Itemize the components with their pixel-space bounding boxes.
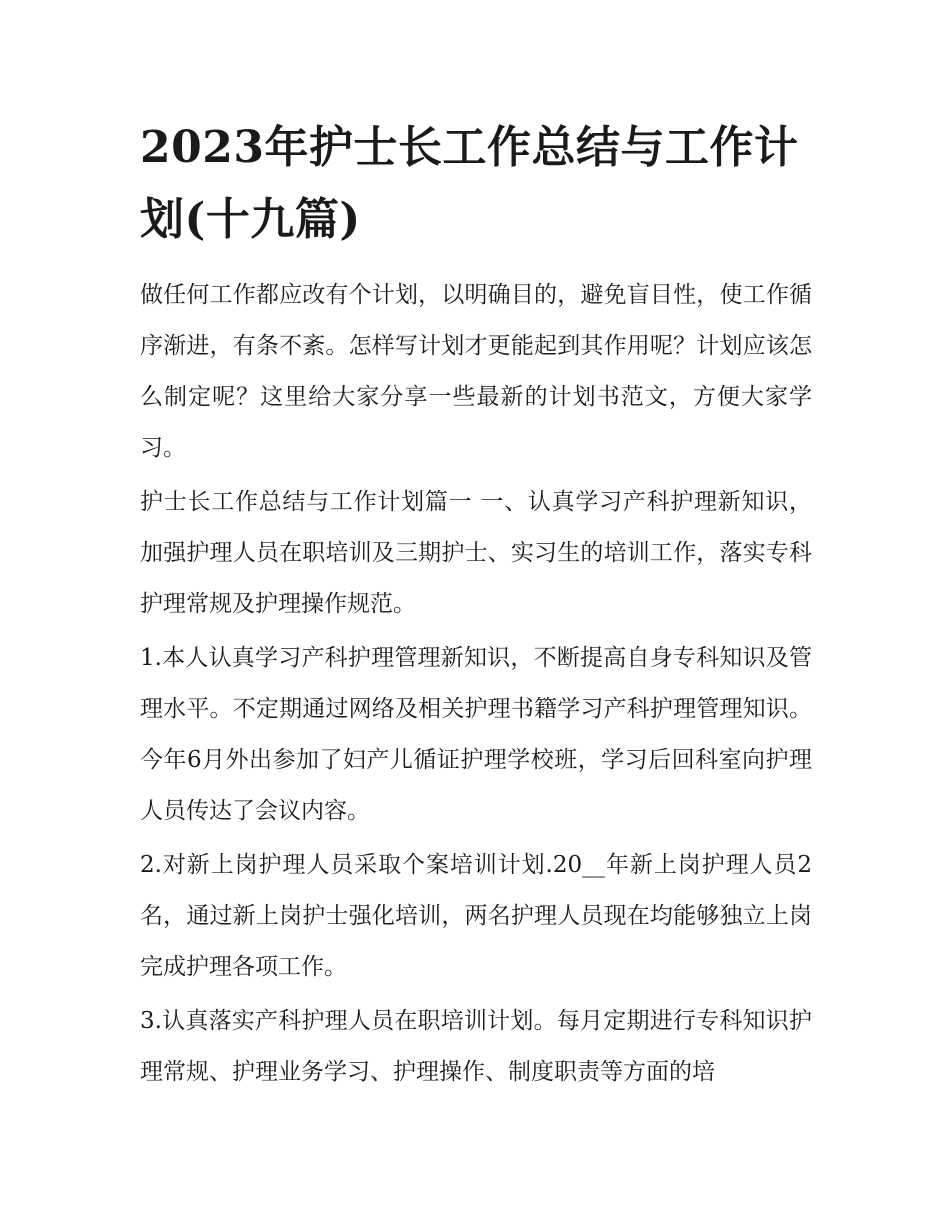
- item-3-paragraph: 3.认真落实产科护理人员在职培训计划。每月定期进行专科知识护理常规、护理业务学习、护理操作、制度职责等方面的培: [140, 1008, 812, 1085]
- item-2-paragraph: 2.对新上岗护理人员采取个案培训计划.20__年新上岗护理人员2名，通过新上岗护士强化培训，两名护理人员现在均能够独立上岗完成护理各项工作。: [140, 852, 812, 980]
- intro-paragraph: 做任何工作都应改有个计划，以明确目的，避免盲目性，使工作循序渐进，有条不紊。怎样写计划才更能起到其作用呢？计划应该怎么制定呢？这里给大家分享一些最新的计划书范文，方便大家学习。: [140, 282, 812, 461]
- item-1-paragraph: 1.本人认真学习产科护理管理新知识，不断提高自身专科知识及管理水平。不定期通过网络及相关护理书籍学习产科护理管理知识。今年6月外出参加了妇产儿循证护理学校班，学习后回科室向护理人员传达了会议内容。: [140, 645, 812, 824]
- document-title: 2023年护士长工作总结与工作计划(十九篇): [140, 122, 799, 245]
- section-one-paragraph: 护士长工作总结与工作计划篇一 一、认真学习产科护理新知识，加强护理人员在职培训及三期护士、实习生的培训工作，落实专科护理常规及护理操作规范。: [140, 489, 812, 617]
- document-page: [140, 112, 812, 1101]
